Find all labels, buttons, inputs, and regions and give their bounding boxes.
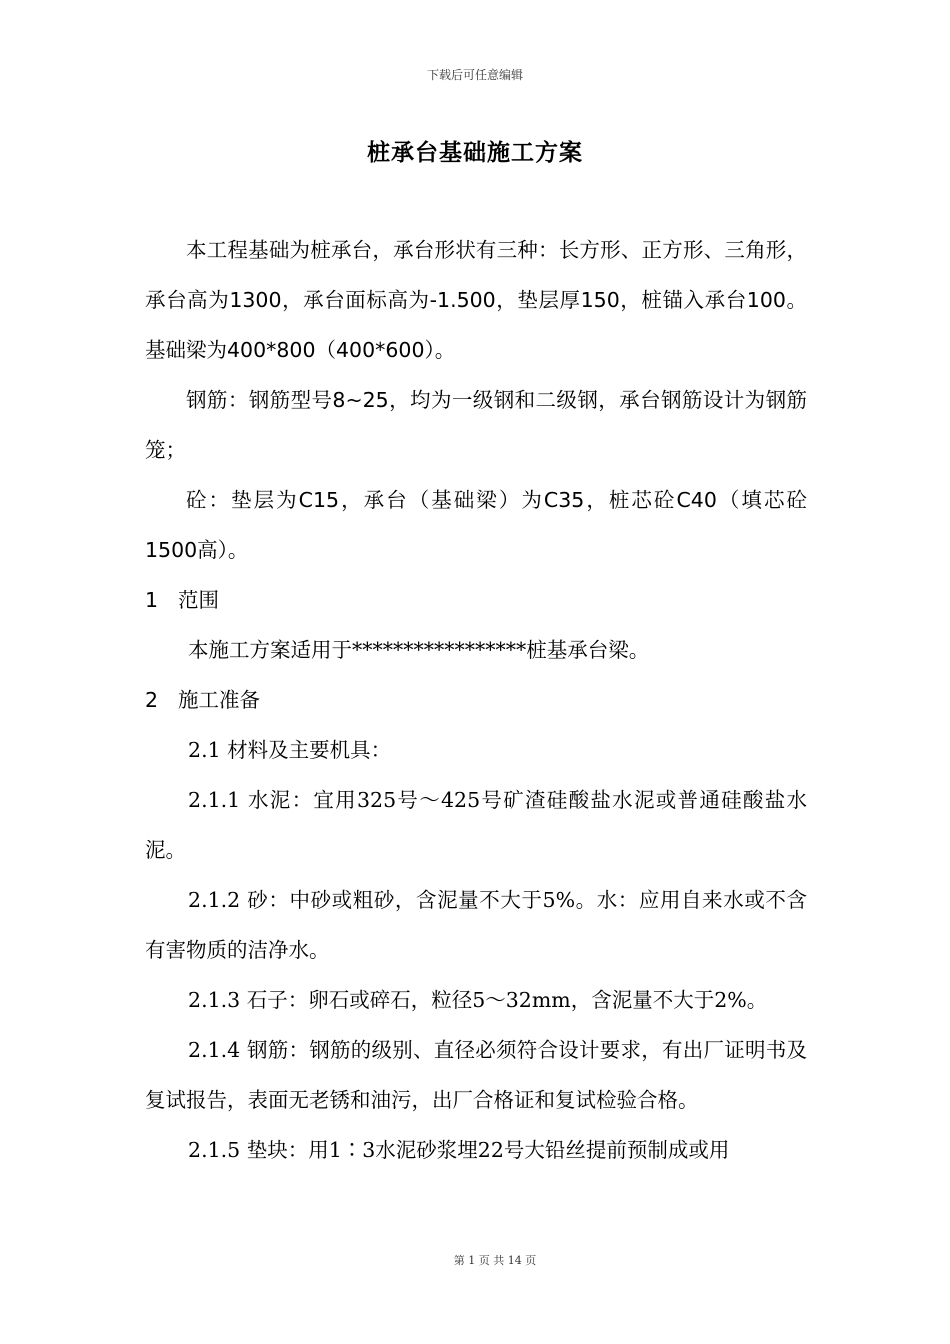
- page-footer: 第 1 页 共 14 页: [453, 1254, 537, 1267]
- paragraph-scope: 本施工方案适用于*****************桩基承台梁。: [188, 638, 650, 662]
- item-steel: 2.1.4 钢筋：钢筋的级别、直径必须符合设计要求，有出厂证明书及复试报告，表面无老锈和油污，出厂合格证和复试检验合格。: [145, 1038, 807, 1112]
- section-heading-preparation: [145, 675, 807, 725]
- section-number: 1: [145, 588, 159, 612]
- document-title: 桩承台基础施工方案: [367, 140, 583, 166]
- section-heading-scope: [145, 575, 807, 625]
- section-title: 施工准备: [178, 688, 260, 712]
- paragraph-overview: 本工程基础为桩承台，承台形状有三种：长方形、正方形、三角形，承台高为1300，承台面标高为-1.500，垫层厚150，桩锚入承台100。基础梁为400*800（400*600）。: [145, 238, 807, 362]
- document-body: [145, 225, 807, 1175]
- paragraph-rebar: 钢筋：钢筋型号8~25，均为一级钢和二级钢，承台钢筋设计为钢筋笼；: [145, 388, 807, 462]
- item-cement: 2.1.1 水泥：宜用325号～425号矿渣硅酸盐水泥或普通硅酸盐水泥。: [145, 788, 807, 862]
- section-number: 2: [145, 688, 159, 712]
- page-header: 下载后可任意编辑: [426, 68, 523, 82]
- paragraph-concrete: 砼：垫层为C15，承台（基础梁）为C35，桩芯砼C40（填芯砼1500高）。: [145, 488, 807, 562]
- item-spacer-block: 2.1.5 垫块：用1∶3水泥砂浆埋22号大铅丝提前预制成或用: [188, 1138, 730, 1162]
- subsection-materials: 2.1 材料及主要机具：: [188, 738, 392, 762]
- item-gravel: 2.1.3 石子：卵石或碎石，粒径5～32mm，含泥量不大于2%。: [188, 988, 768, 1012]
- section-title: 范围: [178, 588, 219, 612]
- item-sand-water: 2.1.2 砂：中砂或粗砂，含泥量不大于5%。水：应用自来水或不含有害物质的洁净水。: [145, 888, 807, 962]
